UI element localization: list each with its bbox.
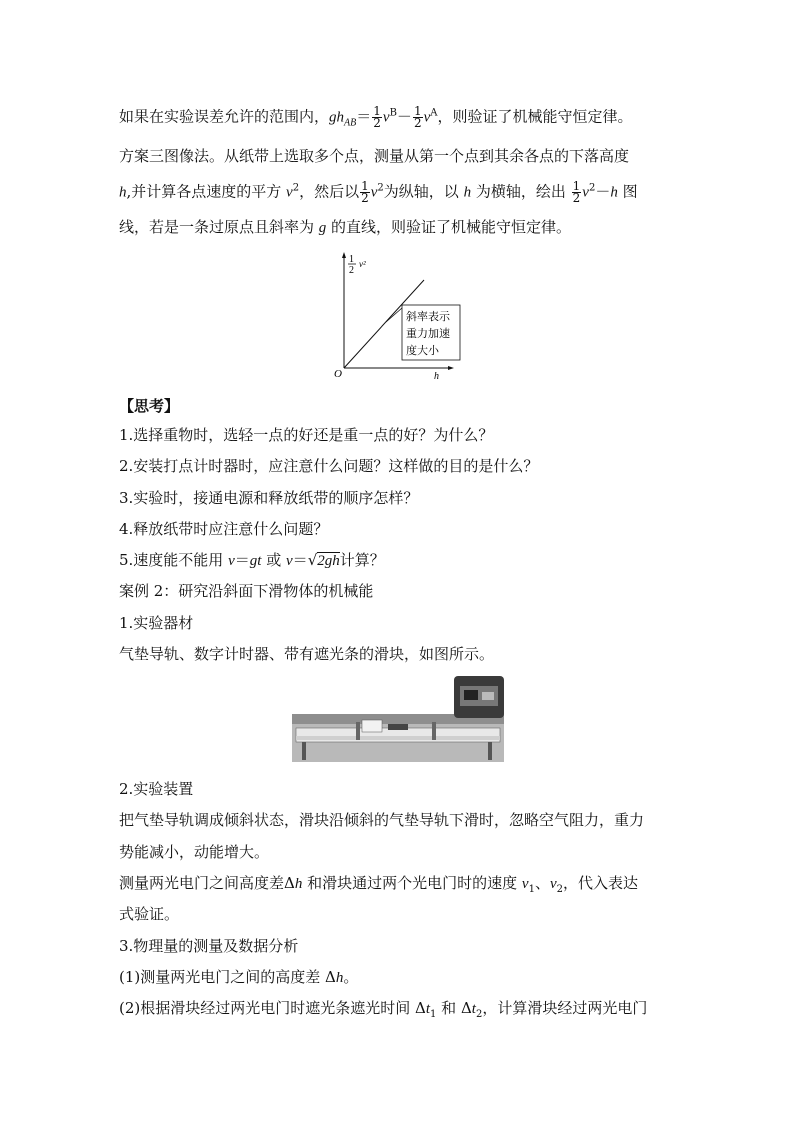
- text: 图: [617, 182, 638, 201]
- text: ，代入表达: [563, 874, 639, 892]
- text: 如果在实验误差允许的范围内，: [119, 107, 330, 126]
- sub: 2: [475, 1009, 483, 1020]
- den: 2: [572, 191, 581, 205]
- var-v: v: [370, 184, 378, 201]
- note-line-3: 度大小: [406, 344, 439, 357]
- text: 。: [343, 968, 359, 986]
- think-q1: 1.选择重物时，选轻一点的好还是重一点的好？为什么？: [119, 426, 494, 444]
- equipment-text: 气垫导轨、数字计时器、带有遮光条的滑块，如图所示。: [119, 645, 495, 663]
- var-h: h: [336, 109, 345, 126]
- slider: [362, 720, 382, 732]
- sqrt-body: 2gh: [317, 553, 340, 569]
- text: 、: [534, 874, 550, 892]
- y-label-num: 1: [349, 254, 354, 265]
- x-label: h: [434, 371, 439, 380]
- var-gt: gt: [249, 553, 262, 569]
- method3-line2: h,并计算各点速度的平方 $v^2$，然后以 $\frac{1}{2}$ $v^2$为纵轴，以 h 为横轴，绘出 $\frac{1}{2}$ $v^2-h$ 图: [119, 179, 638, 205]
- text: ，计算滑块经过两光电门: [482, 999, 648, 1017]
- den: 2: [413, 116, 422, 130]
- var-t: t: [425, 1001, 431, 1017]
- case2-title: 案例 2：研究沿斜面下滑物体的机械能: [119, 582, 374, 600]
- think-title: 【思考】: [119, 397, 180, 415]
- var-h: h: [463, 184, 472, 201]
- var-v: v: [228, 553, 235, 569]
- think-q4: 4.释放纸带时应注意什么问题？: [119, 520, 329, 538]
- fraction: [413, 106, 423, 129]
- text: 的直线，则验证了机械能守恒定律。: [326, 218, 572, 236]
- var-t: t: [471, 1001, 476, 1017]
- sub: 1: [430, 1009, 437, 1020]
- sub-ab: AB: [344, 117, 357, 129]
- setup-line4: 式验证。: [119, 905, 180, 923]
- var-v: v: [423, 109, 431, 126]
- origin-label: O: [334, 368, 342, 380]
- den: 2: [361, 191, 369, 205]
- text: (2)根据滑块经过两光电门时遮光条遮光时间 Δ: [119, 999, 426, 1017]
- air-track-photo: [292, 676, 504, 762]
- text: 测量两光电门之间高度差Δ: [119, 874, 295, 892]
- note-line-1: 斜率表示: [406, 310, 450, 323]
- var-h: h: [119, 184, 127, 201]
- method3-line1: 方案三图像法。从纸带上选取多个点，测量从第一个点到其余各点的下落高度: [119, 147, 630, 165]
- note-line-2: 重力加速: [406, 327, 450, 340]
- setup-line2: 势能减小，动能增大。: [119, 843, 270, 861]
- y-label-den: 2: [349, 265, 354, 276]
- y-label-var: v²: [359, 259, 366, 269]
- num: 1: [361, 179, 369, 193]
- minus: －: [396, 107, 412, 126]
- think-q2: 2.安装打点计时器时，应注意什么问题？这样做的目的是什么？: [119, 457, 539, 475]
- var-h: h: [335, 970, 344, 986]
- think-q5: [119, 550, 385, 571]
- callout-line: [386, 308, 402, 322]
- fraction: [372, 106, 382, 129]
- var-h: h: [610, 184, 618, 201]
- text: 线，若是一条过原点且斜率为: [119, 218, 319, 236]
- text: ，然后以: [299, 182, 360, 201]
- text: ,并计算各点速度的平方: [126, 182, 287, 201]
- measure-2: [119, 998, 647, 1019]
- equals: ＝: [234, 551, 250, 569]
- fraction: [572, 181, 582, 204]
- text: 和滑块通过两个光电门时的速度: [302, 874, 522, 892]
- var-v: v: [521, 876, 529, 892]
- sup-a: A: [430, 107, 438, 119]
- num: 1: [373, 104, 381, 118]
- num: 1: [413, 104, 422, 118]
- var-g: g: [329, 109, 337, 126]
- v2-h-graph: [332, 250, 462, 380]
- var-v: v: [549, 876, 557, 892]
- var-v: v: [286, 184, 293, 201]
- minus: －: [595, 182, 611, 201]
- x-arrow: [448, 366, 454, 370]
- var-g: g: [318, 220, 327, 236]
- text: 计算？: [339, 551, 385, 569]
- den: 2: [373, 116, 381, 130]
- sub: 1: [528, 884, 535, 895]
- y-arrow: [342, 252, 346, 258]
- text: 为横轴，绘出: [471, 182, 571, 201]
- text: 为纵轴，以: [383, 182, 464, 201]
- text: 或: [261, 551, 286, 569]
- measure-1: [119, 967, 358, 988]
- num: 1: [572, 179, 581, 193]
- text: ，则验证了机械能守恒定律。: [437, 107, 633, 126]
- section-1-heading: 1.实验器材: [119, 614, 194, 632]
- sqrt-sign: √: [307, 551, 318, 569]
- method3-line3: [119, 217, 571, 238]
- section-2-heading: 2.实验装置: [119, 780, 194, 798]
- var-v: v: [382, 109, 390, 126]
- text: 和 Δ: [436, 999, 472, 1017]
- var-v: v: [582, 184, 589, 201]
- setup-line1: 把气垫导轨调成倾斜状态，滑块沿倾斜的气垫导轨下滑时，忽略空气阻力，重力: [119, 811, 645, 829]
- fraction: [360, 181, 370, 204]
- equals: ＝: [292, 551, 308, 569]
- text: 5.速度能不能用: [119, 551, 229, 569]
- think-q3: 3.实验时，接通电源和释放纸带的顺序怎样？: [119, 489, 419, 507]
- var-v: v: [286, 553, 293, 569]
- section-3-heading: 3.物理量的测量及数据分析: [119, 937, 299, 955]
- sup-b: B: [389, 107, 397, 119]
- var-h: h: [294, 876, 303, 892]
- condition-line: [119, 106, 633, 129]
- text: (1)测量两光电门之间的高度差 Δ: [119, 968, 336, 986]
- setup-line3: [119, 873, 638, 894]
- equals: ＝: [356, 107, 372, 126]
- sub: 2: [556, 884, 563, 895]
